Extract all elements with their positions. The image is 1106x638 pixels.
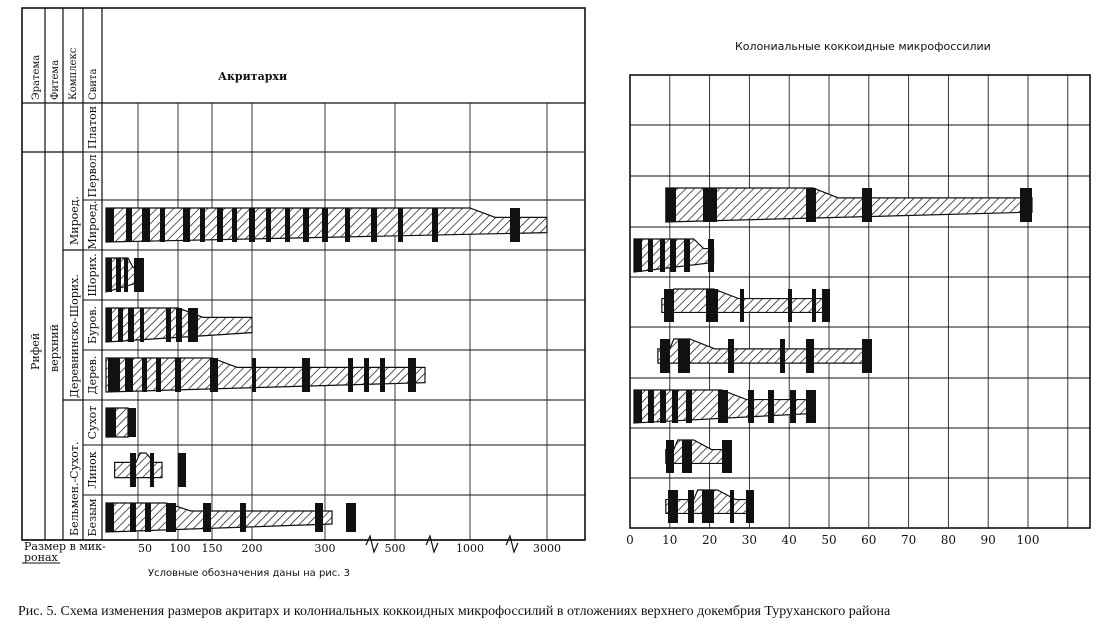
svita-label: Мироед. [86, 200, 99, 250]
svita-label: Дерев. [86, 355, 99, 395]
svita-label: Линок [86, 451, 99, 489]
axis-break-mark [366, 536, 378, 552]
right-tick-label: 90 [980, 533, 996, 547]
right-tick-label: 80 [940, 533, 957, 547]
right-tick-label: 0 [626, 533, 634, 547]
right-chart-title: Колониальные коккоидные микрофоссилии [735, 40, 991, 53]
svita-label: Сухот [86, 405, 99, 440]
svita-label: Первол [86, 154, 99, 198]
legend-note: Условные обозначения даны на рис. 3 [148, 568, 351, 579]
right-bar-3 [666, 188, 1032, 222]
right-tick-label: 40 [781, 533, 797, 547]
size-label-line1: Размер в мик- [24, 540, 106, 553]
left-tick-label: 50 [138, 542, 152, 555]
svita-label: Платон [86, 105, 99, 150]
right-tick-label: 60 [861, 533, 877, 547]
left-tick-label: 200 [241, 542, 263, 555]
right-bar-7 [634, 390, 816, 423]
right-bar-8 [666, 440, 732, 473]
colonial-microfossil-chart [626, 40, 1090, 547]
acritarch-chart [22, 8, 585, 579]
header-eratema: Эратема [31, 54, 42, 100]
right-bar-6 [658, 339, 872, 373]
left-bar-6 [106, 358, 425, 392]
left-bar-3 [106, 208, 547, 242]
right-tick-label: 50 [821, 533, 837, 547]
right-tick-label: 70 [900, 533, 917, 547]
complex-label-derevninsko: Деревнинско-Шорих. [68, 274, 81, 398]
svita-label: Безым [86, 498, 99, 537]
left-bar-5 [106, 308, 252, 342]
left-tick-label: 3000 [533, 542, 561, 555]
right-bar-9 [666, 490, 754, 523]
right-bar-5 [662, 289, 830, 322]
right-tick-label: 30 [741, 533, 758, 547]
left-bar-4 [106, 258, 144, 292]
complex-label-miroed: Мироед. [68, 195, 81, 245]
phytema-label: верхний [48, 324, 61, 372]
right-tick-label: 20 [701, 533, 718, 547]
left-chart-title: Акритархи [218, 70, 288, 83]
left-tick-label: 150 [201, 542, 223, 555]
svita-label: Буров. [86, 306, 99, 344]
left-tick-label: 1000 [456, 542, 484, 555]
left-bar-7 [106, 408, 136, 437]
right-tick-label: 100 [1016, 533, 1040, 547]
axis-break-mark [506, 536, 518, 552]
eratema-label: Рифей [29, 332, 42, 370]
left-bar-9 [106, 503, 356, 532]
header-complex: Комплекс [68, 47, 79, 100]
svita-label: Шорих. [86, 253, 99, 297]
complex-label-belmen: Бельмен.-Сухот. [68, 441, 81, 536]
left-tick-label: 500 [384, 542, 406, 555]
axis-break-mark [426, 536, 438, 552]
left-bar-8 [115, 453, 186, 487]
left-tick-label: 100 [169, 542, 191, 555]
header-phytema: Фитема [50, 59, 61, 100]
figure-caption: Рис. 5. Схема изменения размеров акритарх и колониальных коккоидных микрофоссилий в отложениях верхнего докембрия Туруханского района [18, 604, 891, 619]
right-tick-label: 10 [662, 533, 678, 547]
left-tick-label: 300 [314, 542, 336, 555]
header-svita: Свита [88, 68, 99, 100]
right-bar-4 [634, 239, 714, 272]
size-label-line2: ронах [24, 551, 58, 564]
